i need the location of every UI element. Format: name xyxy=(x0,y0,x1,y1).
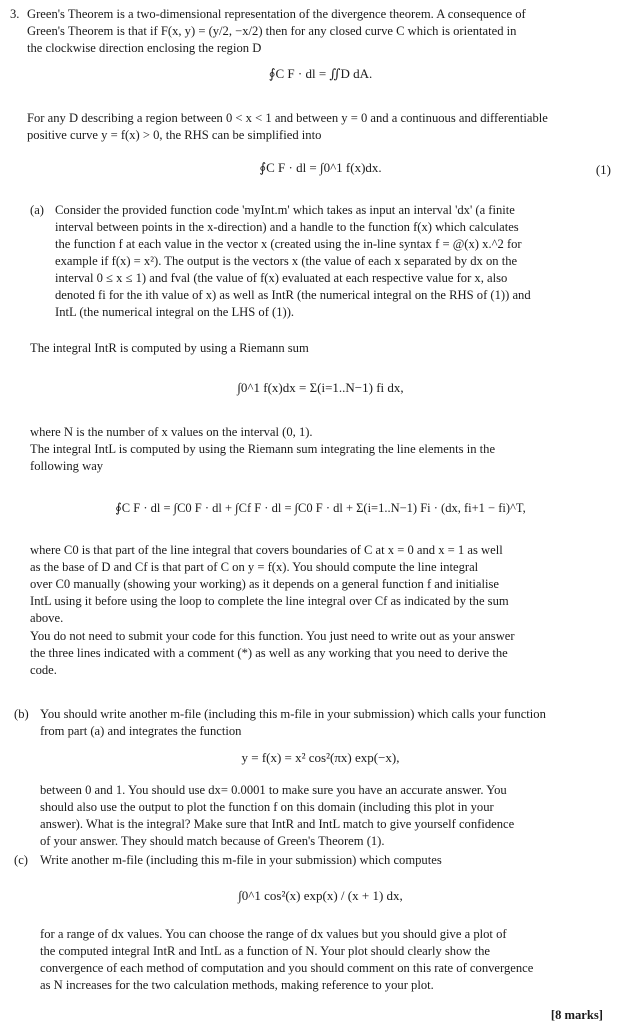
intro-line-1: Green's Theorem is a two-dimensional representation of the divergence theorem. A consequence of xyxy=(27,7,526,21)
part-a-line-6: denoted fi for the ith value of x) as well as IntR (the numerical integral on the RHS of (1)) and xyxy=(55,288,531,302)
where-c0-line-1: where C0 is that part of the line integral that covers boundaries of C at x = 0 and x = 1 as well xyxy=(30,543,503,557)
part-a-line-2: interval between points in the x-direction) and a handle to the function f(x) which calculates xyxy=(55,220,519,234)
question-number: 3. xyxy=(10,7,20,21)
intl-line-2: following way xyxy=(30,459,104,473)
part-a-line-3: the function f at each value in the vector x (created using the in-line syntax f = @(x) x.^2 for xyxy=(55,237,522,251)
part-c-line-4: convergence of each method of computation and you should comment on this rate of convergence xyxy=(40,961,534,975)
equation-1: ∮C F · dl = ∬D dA. xyxy=(268,66,373,81)
marks-label: [8 marks] xyxy=(550,1008,603,1022)
part-c-line-3: the computed integral IntR and IntL as a function of N. Your plot should clearly show the xyxy=(40,944,491,958)
part-b-line-5: answer). What is the integral? Make sure that IntR and IntL match to give yourself confidence xyxy=(40,817,515,831)
part-c-line-1: Write another m-file (including this m-file in your submission) which computes xyxy=(40,853,442,867)
para2-line-1: For any D describing a region between 0 < x < 1 and between y = 0 and a continuous and differentiable xyxy=(27,111,548,125)
part-c-line-2: for a range of dx values. You can choose the range of dx values but you should give a plot of xyxy=(40,927,507,941)
submit-line-1: You do not need to submit your code for this function. You just need to write out as your answer xyxy=(30,629,515,643)
part-b-line-3: between 0 and 1. You should use dx= 0.0001 to make sure you have an accurate answer. You xyxy=(40,783,507,797)
where-c0-line-3: over C0 manually (showing your working) as it depends on a general function f and initialise xyxy=(30,577,500,591)
equation-2: ∮C F · dl = ∫0^1 f(x)dx. xyxy=(259,160,382,175)
part-a-line-4: example if f(x) = x²). The output is the vectors x (the value of each x separated by dx on the xyxy=(55,254,518,268)
para2-line-2: positive curve y = f(x) > 0, the RHS can be simplified into xyxy=(27,128,322,142)
part-b-line-6: of your answer. They should match because of Green's Theorem (1). xyxy=(40,834,385,848)
riemann-intro-text: The integral IntR is computed by using a Riemann sum xyxy=(30,341,309,355)
equation-3: ∫0^1 f(x)dx = Σ(i=1..N−1) fi dx, xyxy=(237,380,404,395)
where-c0-line-2: as the base of D and Cf is that part of C on y = f(x). You should compute the line integral xyxy=(30,560,479,574)
where-c0-line-4: IntL using it before using the loop to complete the line integral over Cf as indicated by the sum xyxy=(30,594,509,608)
intro-line-3: the clockwise direction enclosing the region D xyxy=(27,41,262,55)
part-a-line-1: Consider the provided function code 'myInt.m' which takes as input an interval 'dx' (a finite xyxy=(55,203,515,217)
part-a-label: (a) xyxy=(30,203,44,217)
equation-4: ∮C F · dl = ∫C0 F · dl + ∫Cf F · dl = ∫C0 F · dl + Σ(i=1..N−1) Fi · (dx, fi+1 − fi)^T, xyxy=(115,501,526,515)
part-b-line-4: should also use the output to plot the function f on this domain (including this plot in your xyxy=(40,800,494,814)
submit-line-2: the three lines indicated with a comment (*) as well as any working that you need to derive the xyxy=(30,646,508,660)
part-b-line-2: from part (a) and integrates the function xyxy=(40,724,242,738)
submit-line-3: code. xyxy=(30,663,57,677)
equation-number-1: (1) xyxy=(595,162,611,177)
part-b-line-1: You should write another m-file (including this m-file in your submission) which calls your function xyxy=(40,707,546,721)
part-c-line-5: as N increases for the two calculation methods, making reference to your plot. xyxy=(40,978,434,992)
where-n: where N is the number of x values on the interval (0, 1). xyxy=(30,425,313,439)
equation-6: ∫0^1 cos²(x) exp(x) / (x + 1) dx, xyxy=(238,888,403,903)
part-c-label: (c) xyxy=(14,853,28,867)
part-a-line-5: interval 0 ≤ x ≤ 1) and fval (the value of f(x) evaluated at each respective value for x, also xyxy=(55,271,508,285)
part-a-line-7: IntL (the numerical integral on the LHS of (1)). xyxy=(55,305,295,319)
equation-5: y = f(x) = x² cos²(πx) exp(−x), xyxy=(241,750,400,765)
part-b-label: (b) xyxy=(14,707,29,721)
intl-line-1: The integral IntL is computed by using the Riemann sum integrating the line elements in the xyxy=(30,442,496,456)
intro-line-2: Green's Theorem is that if F(x, y) = (y/2, −x/2) then for any closed curve C which is orientated in xyxy=(27,24,517,38)
where-c0-line-5: above. xyxy=(30,611,64,625)
